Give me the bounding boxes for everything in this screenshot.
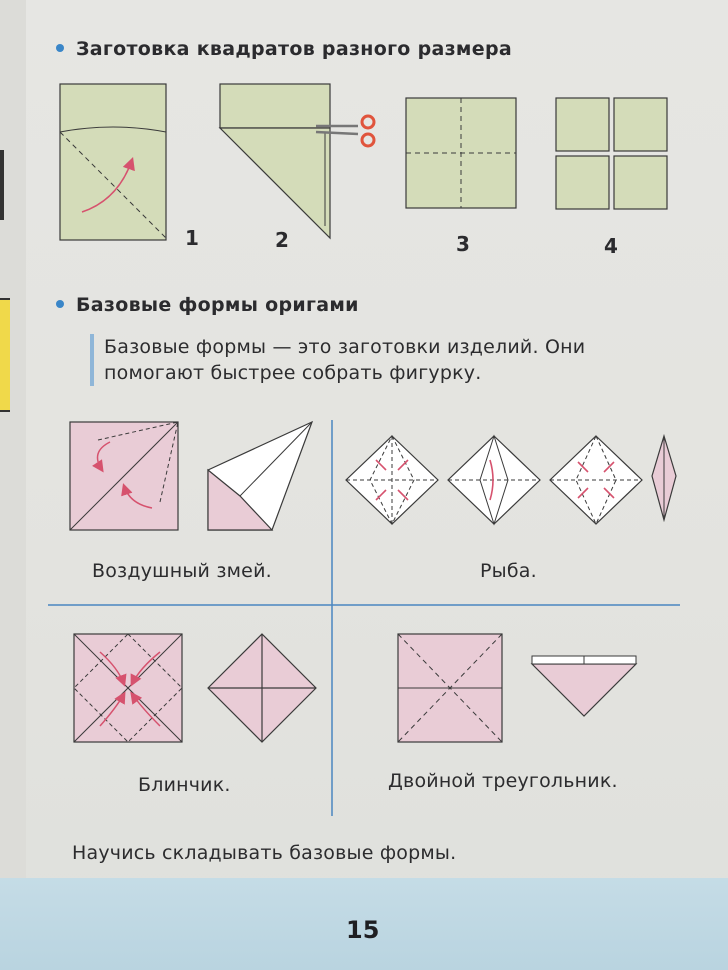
step-number-2: 2	[275, 228, 289, 252]
fish-diagram	[346, 436, 676, 524]
caption-double-triangle: Двойной треугольник.	[388, 770, 618, 792]
step2-diagram	[220, 84, 374, 238]
step-number-1: 1	[185, 226, 199, 250]
intro-line-1: Базовые формы — это заготовки изделий. Они	[104, 336, 586, 358]
double-triangle-diagram	[398, 634, 636, 742]
intro-line-2: помогают быстрее собрать фигурку.	[104, 362, 482, 384]
kite-diagram	[70, 422, 312, 530]
step-number-3: 3	[456, 232, 470, 256]
pancake-diagram	[74, 634, 316, 742]
section-title-text: Заготовка квадратов разного размера	[76, 38, 512, 60]
step1-diagram	[60, 84, 166, 240]
bullet-icon	[56, 300, 64, 308]
page-number: 15	[346, 916, 380, 944]
caption-pancake: Блинчик.	[138, 774, 231, 796]
step3-diagram	[406, 98, 516, 208]
intro-paragraph	[90, 334, 704, 386]
section-title-text: Базовые формы оригами	[76, 294, 359, 316]
caption-kite: Воздушный змей.	[92, 560, 272, 582]
step4-diagram	[556, 98, 667, 209]
step-number-4: 4	[604, 234, 618, 258]
footer-instruction: Научись складывать базовые формы.	[72, 842, 457, 864]
section-heading-base-forms	[56, 294, 359, 316]
caption-fish: Рыба.	[480, 560, 537, 582]
